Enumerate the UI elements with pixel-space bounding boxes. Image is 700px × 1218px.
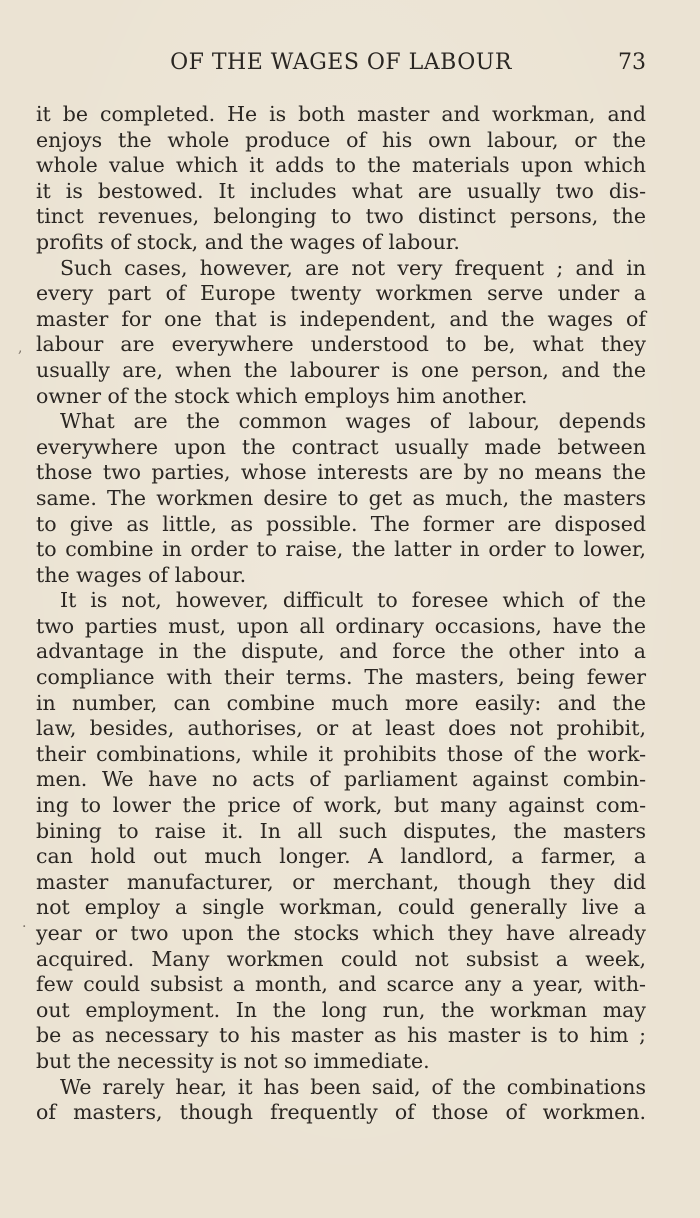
text-line: those two parties, whose interests are by no means the	[36, 460, 646, 485]
text-line: It is not, however, difficult to foresee which of the	[60, 588, 646, 613]
text-line: year or two upon the stocks which they have already	[36, 921, 646, 945]
text-line: labour are everywhere understood to be, what they	[36, 332, 646, 357]
text-line: but the necessity is not so immediate.	[36, 1048, 430, 1073]
text-line: same. The workmen desire to get as much, the masters	[36, 485, 646, 510]
text-line: everywhere upon the contract usually made between	[36, 434, 646, 459]
text-line: men. We have no acts of parliament against combin-	[36, 767, 646, 792]
running-head: OF THE WAGES OF LABOUR	[170, 50, 512, 75]
body-text	[36, 102, 646, 1126]
text-line: tinct revenues, belonging to two distinct persons, the	[36, 204, 646, 229]
text-line: owner of the stock which employs him another.	[36, 383, 528, 408]
text-line: profits of stock, and the wages of labour.	[36, 229, 460, 254]
text-line: in number, can combine much more easily: and the	[36, 690, 646, 715]
margin-mark: ,	[18, 340, 23, 356]
page-header	[36, 50, 646, 82]
text-line: compliance with their terms. The masters, being fewer	[36, 665, 646, 690]
text-line: their combinations, while it prohibits those of the work-	[36, 741, 646, 766]
margin-mark: .	[22, 915, 27, 931]
text-line: acquired. Many workmen could not subsist a week,	[36, 946, 646, 971]
text-line: We rarely hear, it has been said, of the combinations	[60, 1074, 646, 1099]
text-line: advantage in the dispute, and force the other into a	[36, 639, 646, 664]
text-line: two parties must, upon all ordinary occasions, have the	[36, 613, 646, 638]
text-line: What are the common wages of labour, depends	[60, 409, 646, 434]
text-line: whole value which it adds to the materials upon which	[36, 153, 646, 178]
text-line: bining to raise it. In all such disputes, the masters	[36, 818, 646, 843]
text-line: law, besides, authorises, or at least does not prohibit,	[36, 716, 646, 741]
text-line: be as necessary to his master as his master is to him ;	[36, 1023, 646, 1048]
text-line: master manufacturer, or merchant, though they did	[36, 869, 646, 894]
text-line: Such cases, however, are not very frequent ; and in	[60, 255, 646, 280]
text-line: the wages of labour.	[36, 562, 247, 587]
text-line: master for one that is independent, and the wages of	[36, 306, 646, 331]
page-number: 73	[618, 50, 646, 75]
text-line: few could subsist a month, and scarce any a year, with-	[36, 972, 646, 997]
text-line: out employment. In the long run, the workman may	[36, 997, 646, 1022]
text-line: it be completed. He is both master and workman, and	[36, 102, 646, 126]
text-line: of masters, though frequently of those of workmen.	[36, 1100, 646, 1125]
text-line: can hold out much longer. A landlord, a farmer, a	[36, 844, 646, 869]
text-line: enjoys the whole produce of his own labour, or the	[36, 127, 646, 152]
text-line: not employ a single workman, could generally live a	[36, 895, 646, 920]
text-line: to combine in order to raise, the latter in order to lower,	[36, 537, 646, 562]
text-line: it is bestowed. It includes what are usually two dis-	[36, 178, 646, 203]
text-line: every part of Europe twenty workmen serve under a	[36, 281, 646, 306]
text-line: ing to lower the price of work, but many against com-	[36, 793, 646, 818]
text-line: to give as little, as possible. The former are disposed	[36, 511, 646, 536]
text-line: usually are, when the labourer is one person, and the	[36, 357, 646, 382]
